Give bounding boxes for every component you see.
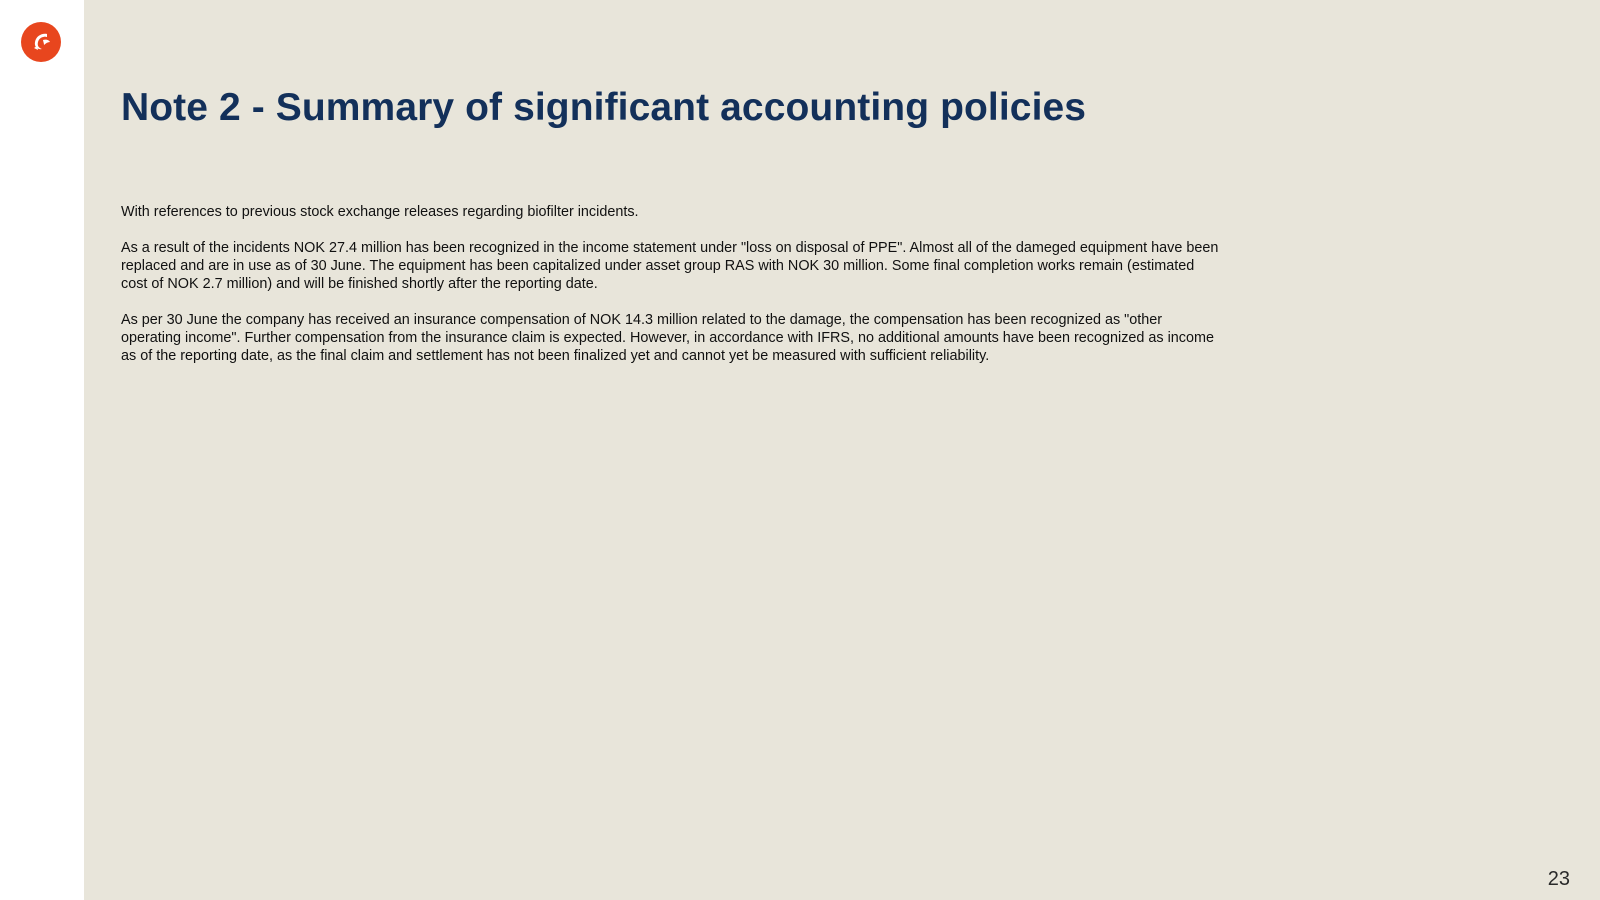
left-sidebar-strip (0, 0, 84, 900)
fish-icon (28, 29, 54, 55)
company-logo (21, 22, 61, 62)
paragraph-intro: With references to previous stock exchange releases regarding biofilter incidents. (121, 204, 639, 220)
paragraph-loss-recognition: As a result of the incidents NOK 27.4 million has been recognized in the income statement under "loss on disposal of PPE". Almost all of the dameged equipment have been replaced and are in use as of 30 June. The equipment has been capitalized under asset group RAS with NOK 30 million. Some final completion works remain (estimated cost of NOK 2.7 million) and will be finished shortly after the reporting date. (121, 240, 1219, 292)
note-body (121, 203, 1221, 383)
page-title: Note 2 - Summary of significant accounting policies (121, 86, 1087, 129)
paragraph-insurance-compensation: As per 30 June the company has received an insurance compensation of NOK 14.3 million related to the damage, the compensation has been recognized as "other operating income". Further compensation from the insurance claim is expected. However, in accordance with IFRS, no additional amounts have been recognized as income as of the reporting date, as the final claim and settlement has not been finalized yet and cannot yet be measured with sufficient reliability. (121, 312, 1214, 364)
page-number: 23 (1547, 868, 1570, 890)
